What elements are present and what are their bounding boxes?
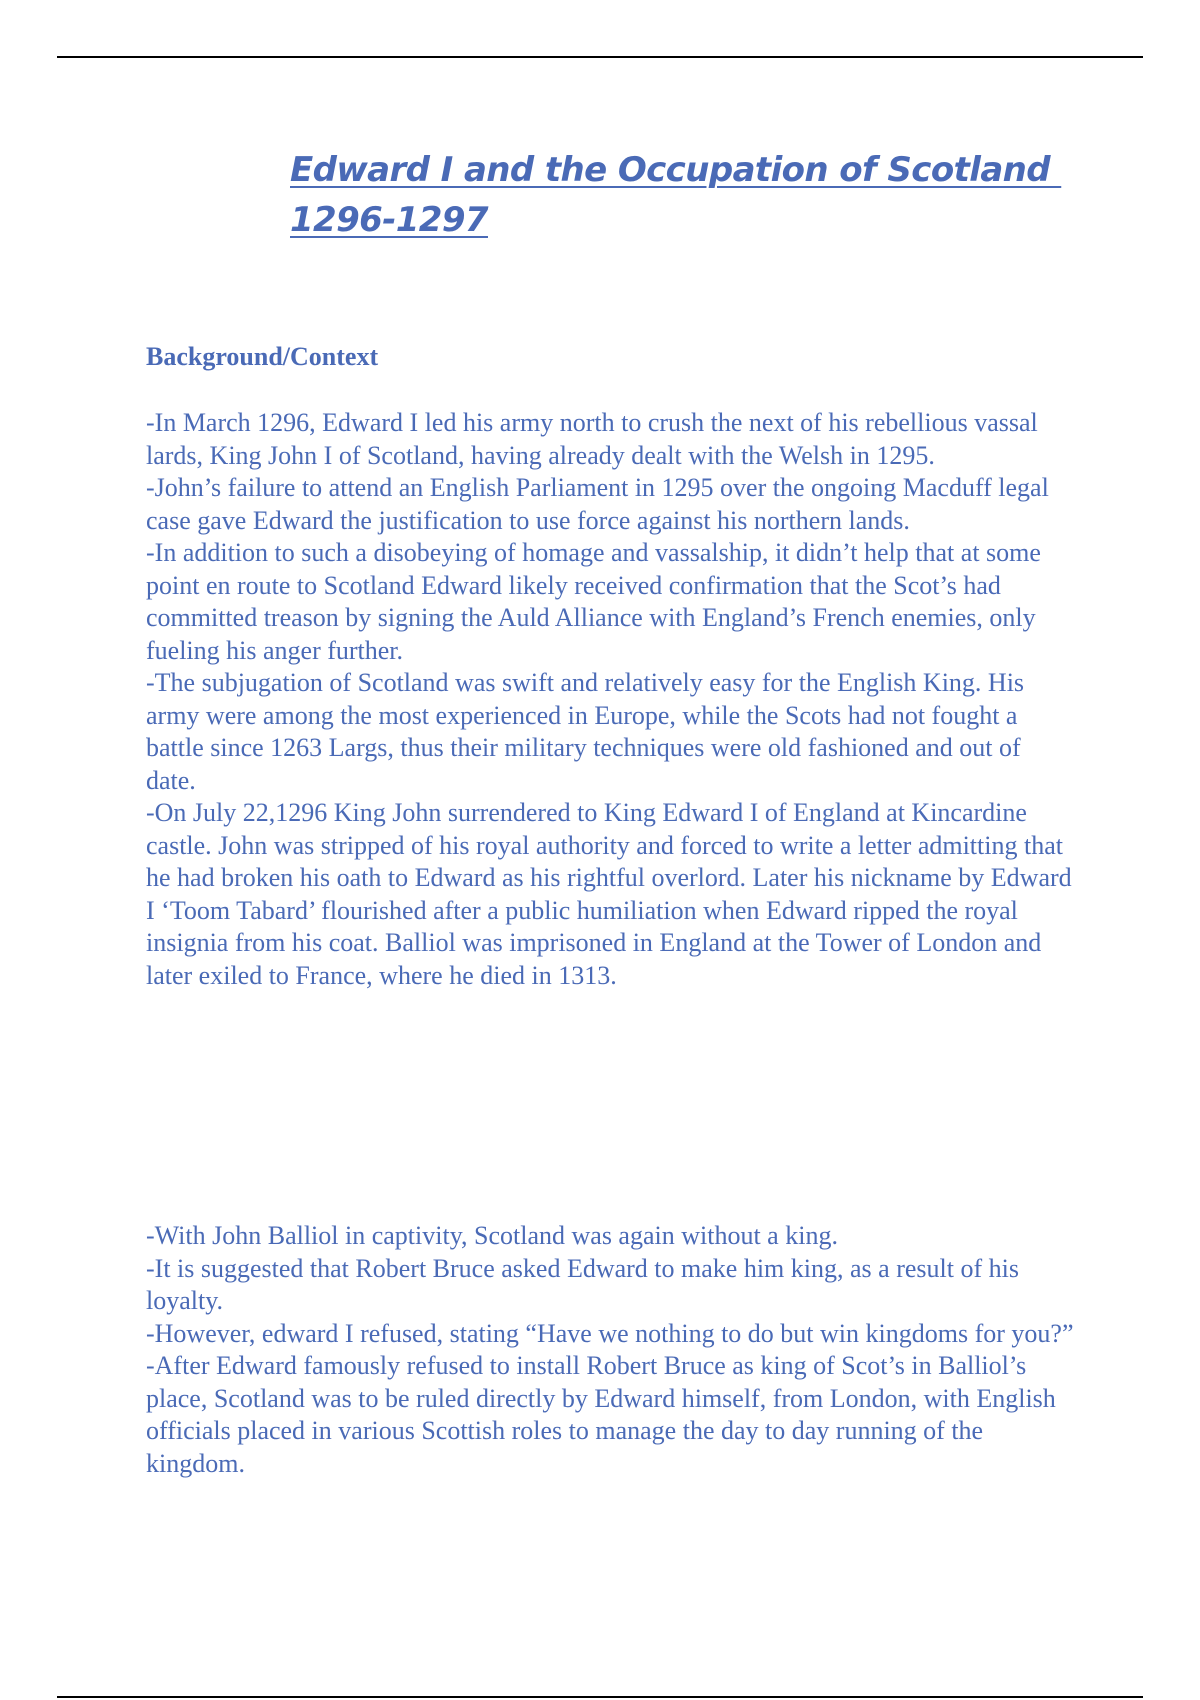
paragraph: -In March 1296, Edward I led his army north to crush the next of his rebellious vassal lards, King John I of Scotland, having already dealt with the Welsh in 1295. (146, 408, 1038, 470)
title-line-2: 1296-1297 (290, 200, 488, 240)
paragraph: -With John Balliol in captivity, Scotland was again without a king. (146, 1221, 838, 1250)
paragraph: -On July 22,1296 King John surrendered to King Edward I of England at Kincardine castle. John was stripped of his royal authority and forced to write a letter admitting that he had broken his oath to Edward as his rightful overlord. Later his nickname by Edward I ‘Toom Tabard’ flourished after a public humiliation when Edward ripped the royal insignia from his coat. Balliol was imprisoned in England at the Tower of London and later exiled to France, where he died in 1313. (146, 798, 1072, 990)
paragraph: -The subjugation of Scotland was swift and relatively easy for the English King. His army were among the most experienced in Europe, while the Scots had not fought a battle since 1263 Largs, thus their military techniques were old fashioned and out of date. (146, 668, 1025, 795)
title-line-1: Edward I and the Occupation of Scotland (290, 150, 1062, 190)
paragraph: -However, edward I refused, stating “Have we nothing to do but win kingdoms for you?” (146, 1318, 1074, 1348)
paragraph: -In addition to such a disobeying of homage and vassalship, it didn’t help that at some point en route to Scotland Edward likely received confirmation that the Scot’s had committed treason by signing the Auld Alliance with England’s French enemies, only fueling his anger further. (146, 538, 1041, 665)
context-section-body (146, 407, 1076, 992)
paragraph: -It is suggested that Robert Bruce asked Edward to make him king, as a result of his loyalty. (146, 1253, 1019, 1315)
paragraph: -John’s failure to attend an English Parliament in 1295 over the ongoing Macduff legal case gave Edward the justification to use force against his northern lands. (146, 473, 1049, 535)
paragraph: -After Edward famously refused to install Robert Bruce as king of Scot’s in Balliol’s place, Scotland was to be ruled directly by Edward himself, from London, with English officials placed in various Scottish roles to manage the day to day running of the kingdom. (146, 1351, 1056, 1478)
aftermath-section-body (146, 1220, 1076, 1480)
footer-rule (57, 1696, 1143, 1698)
document-title (290, 145, 1062, 245)
header-rule (57, 56, 1143, 58)
section-heading: Background/Context (146, 342, 379, 371)
